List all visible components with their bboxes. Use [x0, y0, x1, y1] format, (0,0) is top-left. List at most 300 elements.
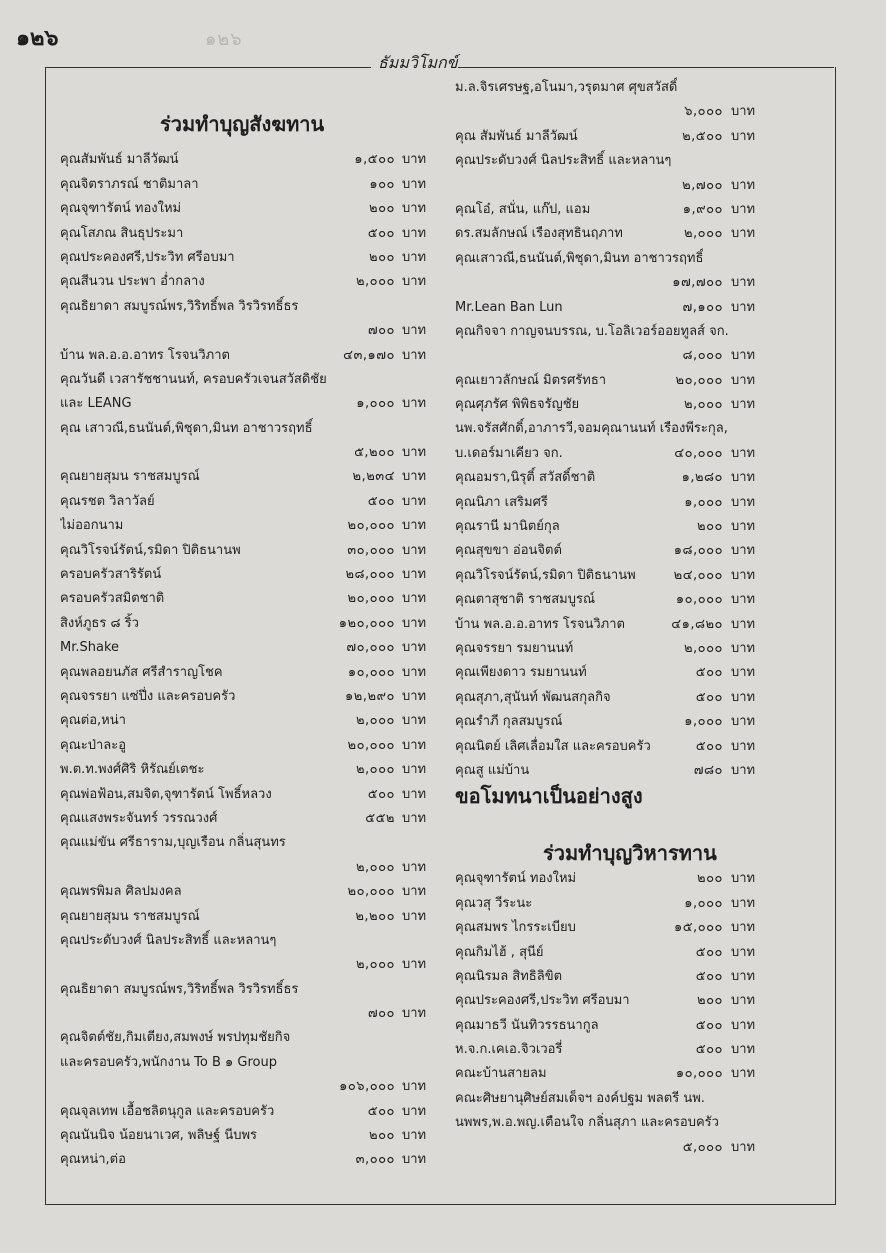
- donor-name: คุณวิโรจน์รัตน์,รมิดา ปิติธนานพ: [60, 542, 241, 558]
- donor-name: คุณยายสุมน ราชสมบูรณ์: [60, 469, 200, 485]
- donor-name: คุณยายสุมน ราชสมบูรณ์: [60, 908, 200, 924]
- donation-amount: ๑๐,๐๐๐: [675, 592, 723, 608]
- currency-unit: บาท: [402, 859, 427, 875]
- donation-amount: ๓๐,๐๐๐: [347, 542, 395, 558]
- donation-row: [455, 867, 800, 891]
- donation-row: [60, 880, 450, 904]
- donor-name: คณะบ้านสายลม: [455, 1066, 547, 1082]
- donation-amount: ๒๐๐: [369, 249, 395, 265]
- currency-unit: บาท: [402, 445, 427, 461]
- currency-unit: บาท: [402, 176, 427, 192]
- donation-amount: ๒,๐๐๐: [355, 762, 395, 778]
- donation-amount: ๑,๐๐๐: [684, 494, 723, 510]
- donation-amount: ๑๗,๗๐๐: [672, 275, 723, 291]
- currency-unit: บาท: [402, 323, 427, 339]
- currency-unit: บาท: [402, 225, 427, 241]
- donation-row: [60, 344, 450, 368]
- bleed-through-page-number: ๑๒๖: [205, 29, 243, 50]
- currency-unit: บาท: [402, 908, 427, 924]
- currency-unit: บาท: [731, 372, 756, 388]
- donation-amount: ๑๐,๐๐๐: [675, 1066, 723, 1082]
- currency-unit: บาท: [731, 968, 756, 984]
- donor-name: คุณธิยาดา สมบูรณ์พร,วิริทธิ์พล วิรวิรทธิ์ธร: [60, 298, 299, 314]
- currency-unit: บาท: [731, 1042, 756, 1058]
- donation-row: [60, 905, 450, 929]
- currency-unit: บาท: [731, 762, 756, 778]
- donation-amount: ๘,๐๐๐: [682, 348, 723, 364]
- currency-unit: บาท: [731, 1139, 756, 1155]
- currency-unit: บาท: [731, 1066, 756, 1082]
- currency-unit: บาท: [402, 201, 427, 217]
- currency-unit: บาท: [402, 615, 427, 631]
- currency-unit: บาท: [402, 737, 427, 753]
- donation-row: [60, 709, 450, 733]
- donation-amount: ๒๐,๐๐๐: [347, 591, 395, 607]
- currency-unit: บาท: [402, 493, 427, 509]
- donor-name: ดร.สมลักษณ์ เรืองสุทธินฤภาท: [455, 226, 623, 242]
- donation-row: [455, 125, 800, 149]
- donor-name: บ้าน พล.อ.อ.อาทร โรจนวิภาต: [60, 347, 230, 363]
- donation-row: [455, 989, 800, 1013]
- currency-unit: บาท: [402, 591, 427, 607]
- currency-unit: บาท: [402, 1079, 427, 1095]
- donor-name: Mr.Shake: [60, 640, 120, 656]
- donor-name: และ LEANG: [60, 396, 132, 412]
- currency-unit: บาท: [731, 665, 756, 681]
- currency-unit: บาท: [402, 274, 427, 290]
- donation-amount: ๕๐๐: [695, 665, 723, 681]
- donation-amount: ๗๐๐: [367, 323, 395, 339]
- donor-name: และครอบครัว,พนักงาน To B ๑ Group: [60, 1054, 278, 1070]
- currency-unit: บาท: [402, 347, 427, 363]
- donation-row: [60, 173, 450, 197]
- donation-amount: ๑๒,๒๙๐: [345, 688, 395, 704]
- donation-amount: ๗๘๐: [693, 762, 723, 778]
- donation-row: [455, 442, 800, 466]
- donation-row: [60, 831, 450, 855]
- donation-row: [60, 222, 450, 246]
- donation-row: [455, 759, 800, 783]
- donation-row: [455, 491, 800, 515]
- left-column: [60, 76, 450, 1173]
- donation-amount: ๕๐๐: [367, 786, 395, 802]
- currency-unit: บาท: [402, 152, 427, 168]
- donation-row: [60, 563, 450, 587]
- donation-amount: ๕๐๐: [695, 689, 723, 705]
- donor-name: คุณสมพร ไกรระเบียบ: [455, 920, 576, 936]
- donation-row: [60, 1148, 450, 1172]
- donation-row: [455, 271, 800, 295]
- donor-name: คุณนิรมล สิทธิลิขิต: [455, 968, 563, 984]
- currency-unit: บาท: [731, 397, 756, 413]
- donor-name: คุณนิตย์ เลิศเลื่อมใส และครอบครัว: [455, 738, 651, 754]
- donation-amount: ๑,๐๐๐: [356, 396, 395, 412]
- donor-name: คุณประดับวงศ์ นิลประสิทธิ์ และหลานๆ: [60, 932, 277, 948]
- donation-row: [60, 246, 450, 270]
- donor-name: คุณจิตต์ชัย,กิมเตียง,สมพงษ์ พรปทุมชัยกิจ: [60, 1030, 291, 1046]
- donation-row: [455, 613, 800, 637]
- donor-name: คุณจุฑารัตน์ ทองใหม่: [455, 871, 577, 887]
- donor-name: คุณะป่าละอู: [60, 737, 127, 753]
- donation-row: [60, 465, 450, 489]
- donation-amount: ๒,๐๐๐: [683, 226, 723, 242]
- currency-unit: บาท: [402, 567, 427, 583]
- donation-row: [60, 197, 450, 221]
- donation-amount: ๕๐๐: [367, 225, 395, 241]
- currency-unit: บาท: [731, 470, 756, 486]
- donor-name: พ.ต.ท.พงศ์ศิริ หิรัณย์เตชะ: [60, 762, 205, 778]
- donor-name: คุณวิโรจน์รัตน์,รมิดา ปิติธนานพ: [455, 567, 636, 583]
- donation-amount: ๔๐,๐๐๐: [674, 445, 723, 461]
- donation-row: [60, 685, 450, 709]
- donor-name: คุณรำภี กุลสมบูรณ์: [455, 714, 563, 730]
- donor-name: คุณศุภรัศ พิพิธจรัญชัย: [455, 397, 580, 413]
- donor-name: คุณพรพิมล ศิลปมงคล: [60, 884, 182, 900]
- column-spacer: [60, 76, 450, 100]
- donation-row: [60, 441, 450, 465]
- donation-amount: ๑๒๐,๐๐๐: [338, 615, 395, 631]
- currency-unit: บาท: [402, 664, 427, 680]
- donation-row: [60, 783, 450, 807]
- donor-name: ครอบครัวสมิตชาติ: [60, 591, 165, 607]
- donation-row: [60, 319, 450, 343]
- donor-name: ม.ล.จิรเศรษฐ,อโนมา,วรุตมาศ ศุขสวัสดิ์: [455, 80, 678, 95]
- donation-row: [60, 392, 450, 416]
- currency-unit: บาท: [731, 494, 756, 510]
- donation-row: [60, 295, 450, 319]
- donor-name: คุณนันนิจ น้อยนาเวศ, พลิษฐ์ นีบพร: [60, 1128, 258, 1144]
- donation-row: [60, 490, 450, 514]
- closing-heading: ขอโมทนาเป็นอย่างสูง: [455, 784, 643, 809]
- donor-name: คุณเสาวณี,ธนนันต์,พิชุดา,มินท อาชาวรฤทธิ์: [455, 250, 704, 266]
- donor-name: คุณจรรยา รมยานนท์: [455, 640, 574, 656]
- donation-row: [455, 369, 800, 393]
- donor-name: คุณประคองศรี,ประวิท ศรีอบมา: [60, 249, 235, 265]
- donation-row: [455, 661, 800, 685]
- donor-name: นพพร,พ.อ.พญ.เตือนใจ กลิ่นสุภา และครอบครัว: [455, 1115, 719, 1131]
- running-header: ธัมมวิโมกข์: [378, 53, 458, 72]
- donation-amount: ๒,๐๐๐: [683, 397, 723, 413]
- donor-name: คุณตาสุชาติ ราชสมบูรณ์: [455, 592, 596, 608]
- donation-amount: ๕,๒๐๐: [354, 445, 395, 461]
- donation-row: [60, 734, 450, 758]
- currency-unit: บาท: [731, 567, 756, 583]
- currency-unit: บาท: [731, 993, 756, 1009]
- donation-row: [60, 953, 450, 977]
- donation-row: [455, 710, 800, 734]
- currency-unit: บาท: [402, 249, 427, 265]
- sanghathan-heading: ร่วมทำบุญสังฆทาน: [160, 112, 325, 137]
- donation-row: [455, 539, 800, 563]
- donation-amount: ๒๐,๐๐๐: [347, 518, 395, 534]
- donation-row: [455, 344, 800, 368]
- donation-row: [455, 892, 800, 916]
- currency-unit: บาท: [731, 299, 756, 315]
- donation-amount: ๑๐๖,๐๐๐: [339, 1079, 395, 1095]
- donation-row: [60, 368, 450, 392]
- currency-unit: บาท: [731, 920, 756, 936]
- donation-amount: ๔๑,๘๒๐: [671, 616, 723, 632]
- section-gap: [455, 809, 800, 839]
- donation-amount: ๒,๗๐๐: [682, 177, 723, 193]
- donation-row: [455, 1038, 800, 1062]
- donation-amount: ๓,๐๐๐: [355, 1152, 395, 1168]
- donation-row: [60, 636, 450, 660]
- donation-amount: ๑,๐๐๐: [684, 895, 723, 911]
- donation-amount: ๒๐,๐๐๐: [347, 884, 395, 900]
- donor-name: คุณวันดี เวสารัชชานนท์, ครอบครัวเจนสวัสดิชัย: [60, 371, 327, 387]
- donation-amount: ๒๔,๐๐๐: [673, 567, 723, 583]
- currency-unit: บาท: [731, 738, 756, 754]
- donation-amount: ๕๐๐: [367, 493, 395, 509]
- donation-amount: ๒,๕๐๐: [682, 128, 723, 144]
- currency-unit: บาท: [402, 640, 427, 656]
- donation-amount: ๒,๐๐๐: [683, 640, 723, 656]
- donation-amount: ๒,๐๐๐: [355, 859, 395, 875]
- donation-row: [60, 612, 450, 636]
- donation-amount: ๒,๐๐๐: [355, 274, 395, 290]
- currency-unit: บาท: [731, 177, 756, 193]
- donation-row: [60, 807, 450, 831]
- donor-name: คุณจิตราภรณ์ ชาติมาลา: [60, 176, 199, 192]
- donation-row: [455, 1136, 800, 1160]
- donation-row: [60, 1100, 450, 1124]
- donor-name: คุณรานี มานิตย์กุล: [455, 519, 560, 535]
- donor-name: บ.เดอร์มาเคียว จก.: [455, 445, 563, 461]
- donation-amount: ๗๐,๐๐๐: [346, 640, 395, 656]
- currency-unit: บาท: [731, 519, 756, 535]
- currency-unit: บาท: [731, 1017, 756, 1033]
- donor-name: สิงห์ภูธร ๘ ริ้ว: [60, 615, 139, 631]
- donor-name: คุณพ่อฟ้อน,สมจิต,จุฑารัตน์ โพธิ์หลวง: [60, 786, 272, 802]
- donation-row: [60, 587, 450, 611]
- donation-row: [455, 588, 800, 612]
- currency-unit: บาท: [402, 1152, 427, 1168]
- donor-name: นพ.จรัสศักดิ์,อาภารวี,จอมคุณานนท์ เรืองพีระกุล,: [455, 421, 728, 437]
- currency-unit: บาท: [731, 348, 756, 364]
- donor-name: ห.จ.ก.เคเอ.จิวเวอรี่: [455, 1042, 563, 1058]
- donation-row: [60, 661, 450, 685]
- currency-unit: บาท: [402, 786, 427, 802]
- donation-row: [455, 320, 800, 344]
- currency-unit: บาท: [731, 689, 756, 705]
- donor-name: คุณธิยาดา สมบูรณ์พร,วิริทธิ์พล วิรวิรทธิ์ธร: [60, 981, 299, 997]
- currency-unit: บาท: [731, 128, 756, 144]
- donation-row: [455, 198, 800, 222]
- currency-unit: บาท: [402, 884, 427, 900]
- donation-row: [455, 247, 800, 271]
- donation-row: [455, 564, 800, 588]
- donation-row: [60, 1075, 450, 1099]
- currency-unit: บาท: [731, 616, 756, 632]
- donation-row: [60, 1124, 450, 1148]
- donation-amount: ๒๐๐: [369, 1128, 395, 1144]
- donation-amount: ๕๐๐: [695, 738, 723, 754]
- donor-name: คุณอมรา,นิรุติ์ สวัสดิ์ชาติ: [455, 470, 596, 486]
- currency-unit: บาท: [402, 688, 427, 704]
- donation-row: [455, 296, 800, 320]
- donation-amount: ๒๐๐: [697, 519, 723, 535]
- donation-amount: ๒,๒๐๐: [355, 908, 395, 924]
- donor-name: คุณพลอยนภัส ศรีสำราญโชค: [60, 664, 223, 680]
- donation-amount: ๕๐๐: [695, 1017, 723, 1033]
- currency-unit: บาท: [731, 104, 756, 120]
- donation-amount: ๕,๐๐๐: [682, 1139, 723, 1155]
- donation-row: [455, 515, 800, 539]
- donation-row: [60, 539, 450, 563]
- donation-row: [455, 1014, 800, 1038]
- donor-name: คุณสุภา,สุนันท์ พัฒนสกุลกิจ: [455, 689, 611, 705]
- currency-unit: บาท: [402, 957, 427, 973]
- donor-name: คุณหน่า,ต่อ: [60, 1152, 126, 1168]
- donor-name: คุณจรรยา แซ่ปึ่ง และครอบครัว: [60, 688, 236, 704]
- currency-unit: บาท: [402, 396, 427, 412]
- donation-amount: ๒๐,๐๐๐: [675, 372, 723, 388]
- donor-name: คุณเพียงดาว รมยานนท์: [455, 665, 587, 681]
- donor-name: คุณสุขขา อ่อนจิตต์: [455, 543, 562, 559]
- donation-amount: ๔๓,๑๗๐: [343, 347, 395, 363]
- donation-amount: ๑,๒๘๐: [681, 470, 723, 486]
- right-column: [455, 76, 800, 1160]
- donation-amount: ๒๐๐: [697, 993, 723, 1009]
- currency-unit: บาท: [402, 542, 427, 558]
- section-heading-row: [455, 783, 800, 809]
- donation-amount: ๒,๒๓๔: [352, 469, 395, 485]
- donor-name: คุณรชต วิลาวัลย์: [60, 493, 155, 509]
- donation-amount: ๒๐,๐๐๐: [347, 737, 395, 753]
- donation-row: [455, 1087, 800, 1111]
- donation-amount: ๖,๐๐๐: [684, 104, 723, 120]
- donor-name: คณะศิษยานุศิษย์สมเด็จฯ องค์ปฐม พลตรี นพ.: [455, 1090, 705, 1106]
- donor-name: คุณสู แม่บ้าน: [455, 762, 530, 778]
- donor-name: คุณ สัมพันธ์ มาลีวัฒน์: [455, 128, 578, 144]
- donor-name: คุณประคองศรี,ประวิท ศรีอบมา: [455, 993, 630, 1009]
- donation-row: [455, 941, 800, 965]
- donation-row: [60, 1051, 450, 1075]
- currency-unit: บาท: [731, 226, 756, 242]
- currency-unit: บาท: [731, 201, 756, 217]
- donation-amount: ๒๐๐: [369, 201, 395, 217]
- donor-name: คุณจุฑารัตน์ ทองใหม่: [60, 201, 182, 217]
- donation-row: [60, 856, 450, 880]
- donor-name: ไม่ออกนาม: [60, 518, 124, 534]
- donation-amount: ๗๐๐: [367, 1006, 395, 1022]
- donation-amount: ๒๐๐: [697, 871, 723, 887]
- donation-row: [60, 1026, 450, 1050]
- currency-unit: บาท: [731, 714, 756, 730]
- donation-amount: ๒,๐๐๐: [355, 957, 395, 973]
- donor-name: คุณกิจจา กาญจนบรรณ, บ.โอลิเวอร์ออยทูลส์ จก.: [455, 323, 729, 339]
- donation-row: [455, 1062, 800, 1086]
- donation-row: [455, 149, 800, 173]
- donation-amount: ๑๘,๐๐๐: [673, 543, 723, 559]
- currency-unit: บาท: [731, 895, 756, 911]
- donation-amount: ๑,๐๐๐: [684, 714, 723, 730]
- donation-row: [455, 76, 800, 100]
- currency-unit: บาท: [402, 518, 427, 534]
- donation-amount: ๗,๑๐๐: [682, 299, 723, 315]
- currency-unit: บาท: [731, 640, 756, 656]
- donation-amount: ๑๕,๐๐๐: [673, 920, 723, 936]
- donation-amount: ๕๐๐: [695, 1042, 723, 1058]
- currency-unit: บาท: [402, 762, 427, 778]
- currency-unit: บาท: [402, 713, 427, 729]
- currency-unit: บาท: [402, 1103, 427, 1119]
- donation-row: [455, 686, 800, 710]
- donation-row: [455, 466, 800, 490]
- donation-row: [455, 100, 800, 124]
- donation-row: [60, 1002, 450, 1026]
- donation-row: [60, 417, 450, 441]
- donation-amount: ๑,๕๐๐: [354, 152, 395, 168]
- section-heading-row: [60, 100, 450, 148]
- donation-amount: ๕๐๐: [695, 944, 723, 960]
- donor-name: คุณโสภณ สินธุประมา: [60, 225, 184, 241]
- donor-name: คุณมาธวี นันทิวรรธนากูล: [455, 1017, 599, 1033]
- currency-unit: บาท: [402, 1006, 427, 1022]
- donor-name: ครอบครัวสาริรัตน์: [60, 567, 162, 583]
- donation-row: [455, 637, 800, 661]
- donation-amount: ๒๘,๐๐๐: [345, 567, 395, 583]
- donor-name: Mr.Lean Ban Lun: [455, 299, 563, 315]
- currency-unit: บาท: [402, 469, 427, 485]
- donation-row: [455, 735, 800, 759]
- donor-name: คุณ เสาวณี,ธนนันต์,พิชุดา,มินท อาชาวรฤทธิ์: [60, 420, 313, 436]
- donation-row: [60, 514, 450, 538]
- page-number: ๑๒๖: [16, 25, 59, 51]
- currency-unit: บาท: [402, 1128, 427, 1144]
- currency-unit: บาท: [731, 275, 756, 291]
- donation-row: [455, 417, 800, 441]
- donation-row: [455, 1111, 800, 1135]
- donation-amount: ๒,๐๐๐: [355, 713, 395, 729]
- donor-name: คุณต่อ,หน่า: [60, 713, 126, 729]
- currency-unit: บาท: [731, 592, 756, 608]
- donor-name: คุณประดับวงศ์ นิลประสิทธิ์ และหลานๆ: [455, 153, 672, 169]
- donation-row: [455, 222, 800, 246]
- donor-name: คุณแสงพระจันทร์ วรรณวงศ์: [60, 810, 218, 826]
- donor-name: คุณสัมพันธ์ มาลีวัฒน์: [60, 152, 179, 168]
- donation-row: [455, 916, 800, 940]
- donation-row: [60, 978, 450, 1002]
- currency-unit: บาท: [731, 944, 756, 960]
- donor-name: คุณวสุ วีระนะ: [455, 895, 533, 911]
- donation-amount: ๑๐๐: [369, 176, 395, 192]
- donor-name: คุณจุลเทพ เอื้อชลิตนุกูล และครอบครัว: [60, 1103, 275, 1119]
- donor-name: คุณสีนวน ประพา อ่ำกลาง: [60, 274, 205, 290]
- donor-name: คุณแม่ขัน ศรีธาราม,บุญเรือน กลิ่นสุนทร: [60, 835, 286, 851]
- currency-unit: บาท: [731, 445, 756, 461]
- donor-name: คุณเยาวลักษณ์ มิตรศรัทธา: [455, 372, 607, 388]
- donation-amount: ๕๐๐: [695, 968, 723, 984]
- donor-name: คุณกิมไฮ้ , สุนีย์: [455, 944, 544, 960]
- donor-name: คุณนิภา เสริมศรี: [455, 494, 548, 510]
- donor-name: คุณโอ๋, สนั่น, แก๊ป, แอม: [455, 201, 591, 217]
- donation-row: [60, 929, 450, 953]
- donation-amount: ๑,๙๐๐: [682, 201, 723, 217]
- donation-row: [60, 148, 450, 172]
- currency-unit: บาท: [731, 543, 756, 559]
- donation-amount: ๕๕๒: [365, 810, 395, 826]
- donation-amount: ๕๐๐: [367, 1103, 395, 1119]
- donation-row: [60, 758, 450, 782]
- donation-row: [455, 393, 800, 417]
- section-heading-row: [455, 839, 800, 867]
- donation-row: [455, 965, 800, 989]
- donation-row: [455, 174, 800, 198]
- donation-row: [60, 270, 450, 294]
- viharathan-heading: ร่วมทำบุญวิหารทาน: [543, 841, 717, 866]
